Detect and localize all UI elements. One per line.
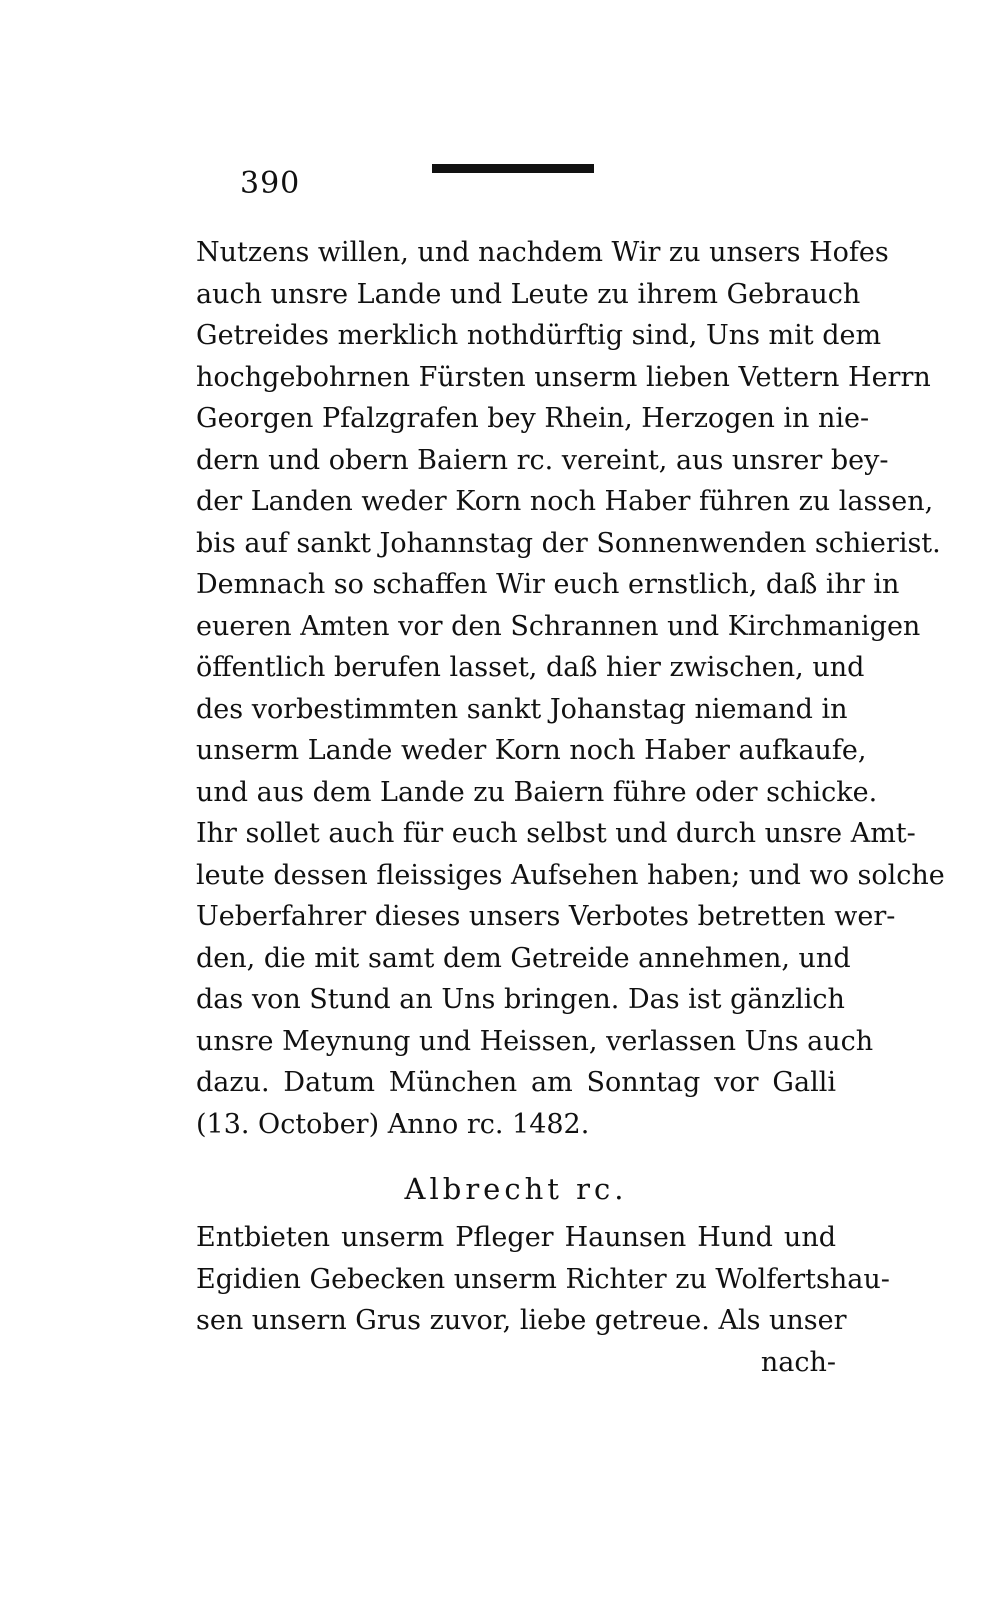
text-line: des vorbestimmten sankt Johanstag niemand in: [196, 693, 848, 725]
text-line: Nutzens willen, und nachdem Wir zu unsers Hofes: [196, 237, 889, 268]
text-line: Demnach so schaffen Wir euch ernstlich, daß ihr in: [196, 569, 900, 600]
text-line: Egidien Gebecken unserm Richter zu Wolfertshau-: [196, 1263, 890, 1295]
page-number: 390: [240, 166, 301, 201]
text-line: hochgebohrnen Fürsten unserm lieben Vettern Herrn: [196, 361, 931, 393]
text-line: Entbieten unserm Pfleger Haunsen Hund und: [196, 1222, 836, 1253]
text-line: bis auf sankt Johannstag der Sonnenwenden schierist.: [196, 527, 941, 559]
text-line: der Landen weder Korn noch Haber führen zu lassen,: [196, 486, 934, 517]
text-line: Georgen Pfalzgrafen bey Rhein, Herzogen in nie-: [196, 403, 870, 434]
text-line: eueren Amten vor den Schrannen und Kirchmanigen: [196, 610, 921, 642]
paragraph-2: [196, 1217, 890, 1342]
text-line: und aus dem Lande zu Baiern führe oder schicke.: [196, 776, 878, 808]
body-text: [196, 232, 945, 1383]
text-line: Ueberfahrer dieses unsers Verbotes betretten wer-: [196, 901, 896, 932]
text-line: das von Stund an Uns bringen. Das ist gänzlich: [196, 984, 845, 1015]
text-line: Getreides merklich nothdürftig sind, Uns mit dem: [196, 320, 882, 351]
signature: Albrecht rc.: [404, 1172, 628, 1206]
text-line: dern und obern Baiern rc. vereint, aus unsrer bey-: [196, 444, 889, 476]
catchword: nach-: [760, 1346, 836, 1378]
text-line: sen unsern Grus zuvor, liebe getreue. Als unser: [196, 1305, 847, 1336]
header-rule: [432, 164, 594, 173]
text-line: dazu. Datum München am Sonntag vor Galli: [196, 1067, 836, 1098]
text-line: unsre Meynung und Heissen, verlassen Uns auch: [196, 1025, 874, 1057]
text-line: öffentlich berufen lasset, daß hier zwischen, und: [196, 652, 865, 683]
text-line: (13. October) Anno rc. 1482.: [196, 1108, 590, 1140]
text-line: Ihr sollet auch für euch selbst und durch unsre Amt-: [196, 818, 916, 849]
text-line: auch unsre Lande und Leute zu ihrem Gebrauch: [196, 278, 861, 310]
text-line: unserm Lande weder Korn noch Haber aufkaufe,: [196, 735, 867, 766]
paragraph-1: [196, 232, 945, 1145]
text-line: leute dessen fleissiges Aufsehen haben; und wo solche: [196, 859, 945, 891]
text-line: den, die mit samt dem Getreide annehmen, und: [196, 942, 851, 974]
